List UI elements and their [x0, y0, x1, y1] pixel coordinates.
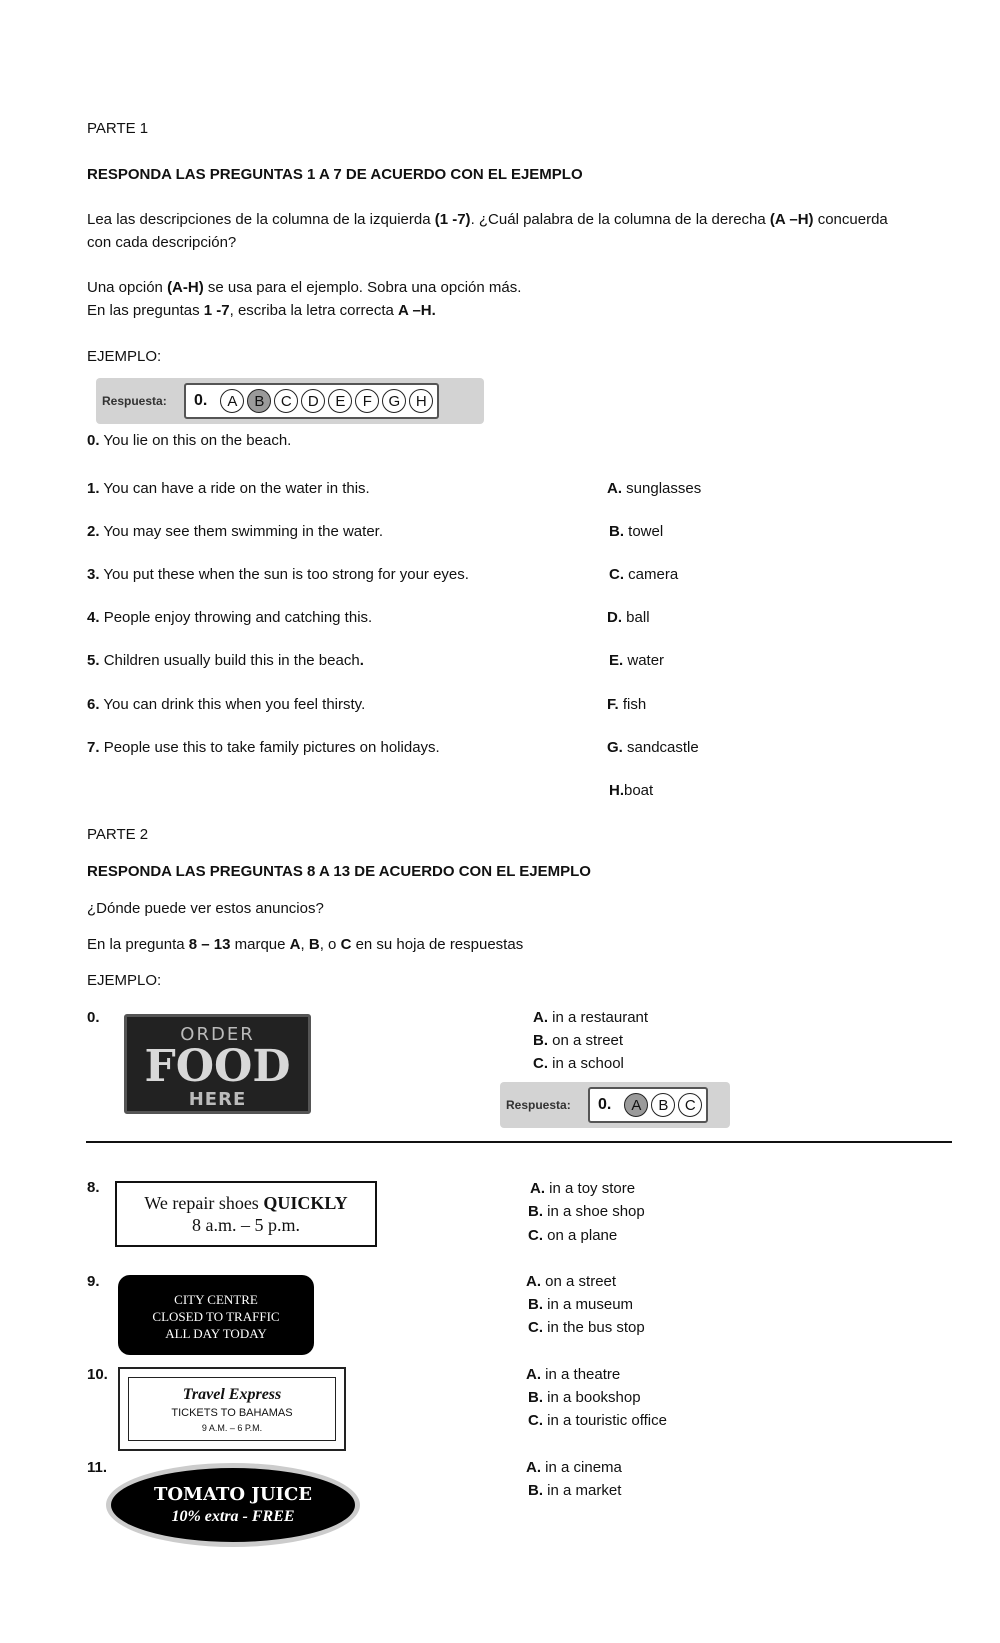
q10-option-a: A. in a theatre: [526, 1366, 621, 1383]
q9-option-b: B. in a museum: [528, 1296, 634, 1313]
answer-option-a[interactable]: A: [220, 389, 244, 413]
question-2: 2. You may see them swimming in the water.: [87, 523, 383, 540]
answer-option-f[interactable]: F: [355, 389, 379, 413]
part2-answer-bar: [500, 1082, 730, 1128]
question-11-number: 11.: [87, 1459, 108, 1476]
answer-option-c[interactable]: C: [274, 389, 298, 413]
question-8-number: 8.: [87, 1179, 100, 1196]
part1-example-label: EJEMPLO:: [87, 348, 162, 365]
answer-option-a-selected[interactable]: A: [624, 1093, 648, 1117]
option-f: F. fish: [607, 696, 647, 713]
question-9-number: 9.: [87, 1273, 100, 1290]
shoe-repair-sign: We repair shoes QUICKLY 8 a.m. – 5 p.m.: [115, 1181, 377, 1247]
answer-box: [588, 1087, 708, 1123]
city-centre-sign: CITY CENTRE CLOSED TO TRAFFIC ALL DAY TODAY: [118, 1275, 314, 1355]
part1-instructions-line3: Una opción (A-H) se usa para el ejemplo. Sobra una opción más.: [87, 279, 522, 296]
answer-box: [184, 383, 439, 419]
question-6: 6. You can drink this when you feel thirsty.: [87, 696, 366, 713]
option-a: A. sunglasses: [607, 480, 702, 497]
answer-option-e[interactable]: E: [328, 389, 352, 413]
answer-option-g[interactable]: G: [382, 389, 406, 413]
q10-option-c: C. in a touristic office: [528, 1412, 667, 1429]
q9-option-a: A. on a street: [526, 1273, 617, 1290]
part1-answer-bar: [96, 378, 484, 424]
answer-option-b[interactable]: B: [651, 1093, 675, 1117]
part1-heading: RESPONDA LAS PREGUNTAS 1 A 7 DE ACUERDO CON EL EJEMPLO: [87, 166, 583, 183]
example-number: 0.: [87, 1009, 100, 1026]
answer-option-b-selected[interactable]: B: [247, 389, 271, 413]
question-4: 4. People enjoy throwing and catching this.: [87, 609, 373, 626]
option-b: B. towel: [609, 523, 664, 540]
answer-label: Respuesta:: [506, 1098, 571, 1112]
example-option-a: A. in a restaurant: [533, 1009, 649, 1026]
answer-number: 0.: [598, 1096, 612, 1113]
part1-title: PARTE 1: [87, 120, 149, 137]
tomato-juice-sign: TOMATO JUICE 10% extra - FREE: [106, 1463, 360, 1547]
option-d: D. ball: [607, 609, 650, 626]
answer-option-h[interactable]: H: [409, 389, 433, 413]
option-h: H.boat: [609, 782, 654, 799]
part2-question: ¿Dónde puede ver estos anuncios?: [87, 900, 324, 917]
question-3: 3. You put these when the sun is too strong for your eyes.: [87, 566, 469, 583]
example-option-c: C. in a school: [533, 1055, 624, 1072]
question-7: 7. People use this to take family pictures on holidays.: [87, 739, 440, 756]
option-e: E. water: [609, 652, 665, 669]
part1-example-item: 0. You lie on this on the beach.: [87, 432, 292, 449]
answer-number: 0.: [194, 392, 208, 409]
part2-instructions: En la pregunta 8 – 13 marque A, B, o C en su hoja de respuestas: [87, 936, 524, 953]
order-food-sign: ORDER FOOD HERE: [124, 1014, 311, 1114]
section-divider: [86, 1141, 952, 1143]
part1-instructions-line2: con cada descripción?: [87, 234, 237, 251]
travel-express-sign: Travel Express TICKETS TO BAHAMAS 9 A.M. – 6 P.M.: [118, 1367, 346, 1451]
question-5: 5. Children usually build this in the beach.: [87, 652, 364, 669]
question-1: 1. You can have a ride on the water in this.: [87, 480, 370, 497]
q8-option-a: A. in a toy store: [530, 1180, 636, 1197]
q11-option-a: A. in a cinema: [526, 1459, 622, 1476]
q8-option-b: B. in a shoe shop: [528, 1203, 645, 1220]
part2-example-label: EJEMPLO:: [87, 972, 162, 989]
example-option-b: B. on a street: [533, 1032, 624, 1049]
q10-option-b: B. in a bookshop: [528, 1389, 641, 1406]
answer-label: Respuesta:: [102, 394, 167, 408]
q9-option-c: C. in the bus stop: [528, 1319, 645, 1336]
part2-title: PARTE 2: [87, 826, 149, 843]
answer-option-c[interactable]: C: [678, 1093, 702, 1117]
part2-heading: RESPONDA LAS PREGUNTAS 8 A 13 DE ACUERDO CON EL EJEMPLO: [87, 863, 591, 880]
q11-option-b: B. in a market: [528, 1482, 622, 1499]
q8-option-c: C. on a plane: [528, 1227, 618, 1244]
answer-option-d[interactable]: D: [301, 389, 325, 413]
option-c: C. camera: [609, 566, 679, 583]
question-10-number: 10.: [87, 1366, 108, 1383]
part1-instructions-line1: Lea las descripciones de la columna de la izquierda (1 -7). ¿Cuál palabra de la columna de la derecha (A –H) concuerda: [87, 211, 888, 228]
part1-instructions-line4: En las preguntas 1 -7, escriba la letra correcta A –H.: [87, 302, 436, 319]
option-g: G. sandcastle: [607, 739, 699, 756]
